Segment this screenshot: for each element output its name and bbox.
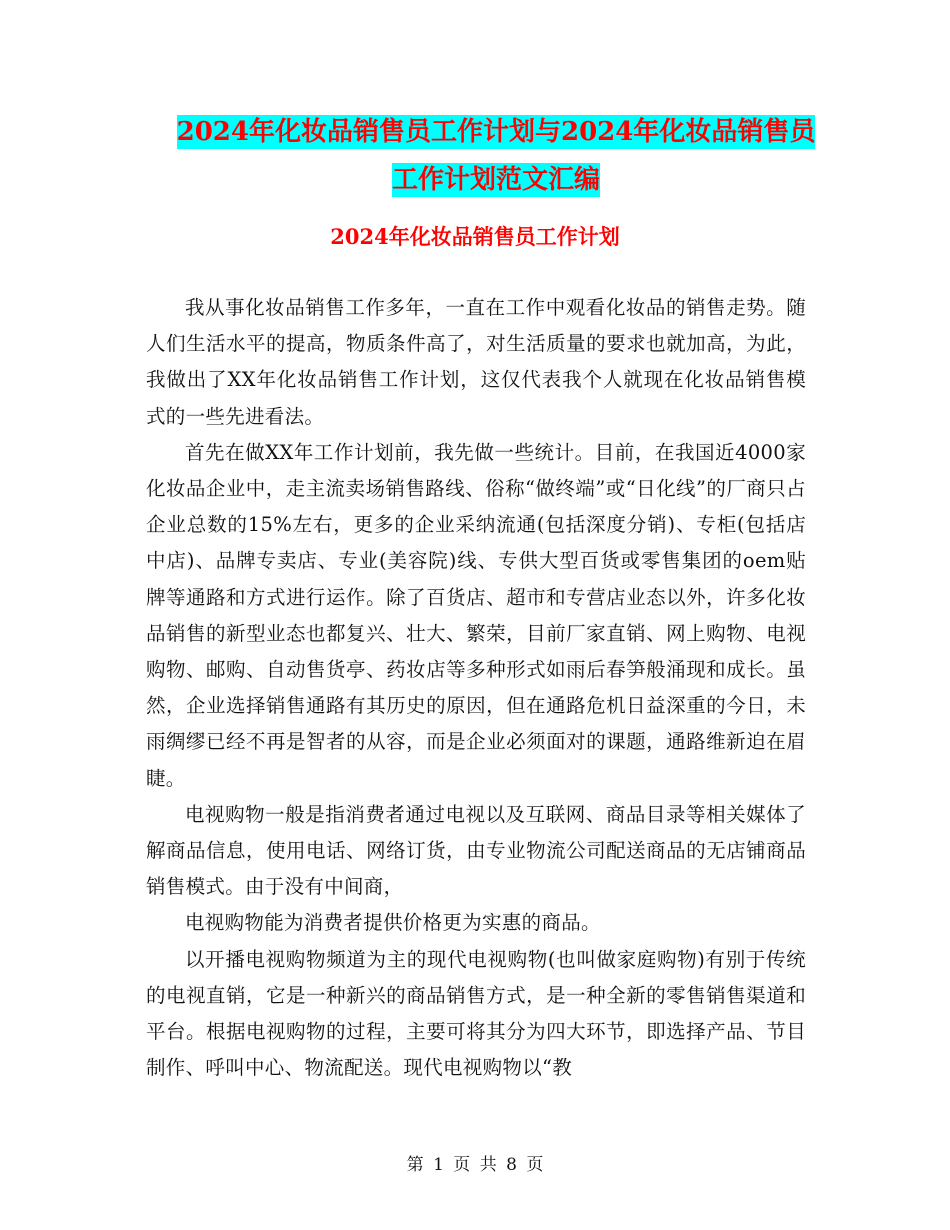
section-title: 2024年化妆品销售员工作计划 xyxy=(330,224,620,249)
paragraph-1: 我从事化妆品销售工作多年，一直在工作中观看化妆品的销售走势。随人们生活水平的提高，物质条件高了，对生活质量的要求也就加高，为此，我做出了XX年化妆品销售工作计划，这仅代表我个人就现在化妆品销售模式的一些先进看法。 xyxy=(146,296,806,428)
paragraph-3: 电视购物一般是指消费者通过电视以及互联网、商品目录等相关媒体了解商品信息，使用电话、网络订货，由专业物流公司配送商品的无店铺商品销售模式。由于没有中间商， xyxy=(146,802,806,899)
paragraph-2: 首先在做XX年工作计划前，我先做一些统计。目前，在我国近4000家化妆品企业中，走主流卖场销售路线、俗称“做终端”或“日化线”的厂商只占企业总数的15%左右，更多的企业采纳流通(包括深度分销)、专柜(包括店中店)、品牌专卖店、专业(美容院)线、专供大型百货或零售集团的oem贴牌等通路和方式进行运作。除了百货店、超市和专营店业态以外，许多化妆品销售的新型业态也都复兴、壮大、繁荣，目前厂家直销、网上购物、电视购物、邮购、自动售货亭、药妆店等多种形式如雨后春笋般涌现和成长。虽然，企业选择销售通路有其历史的原因，但在通路危机日益深重的今日，未雨绸缪已经不再是智者的从容，而是企业必须面对的课题，通路维新迫在眉睫。 xyxy=(146,440,806,790)
paragraph-5: 以开播电视购物频道为主的现代电视购物(也叫做家庭购物)有别于传统的电视直销，它是一种新兴的商品销售方式，是一种全新的零售销售渠道和平台。根据电视购物的过程，主要可将其分为四大环节，即选择产品、节目制作、呼叫中心、物流配送。现代电视购物以“教 xyxy=(146,947,806,1080)
document-title-line-2: 工作计划范文汇编 xyxy=(391,165,600,195)
document-body xyxy=(146,290,806,1086)
page-footer: 第 1 页 共 8 页 xyxy=(406,1155,544,1175)
document-title-line-1: 2024年化妆品销售员工作计划与2024年化妆品销售员 xyxy=(176,117,816,147)
paragraph-4: 电视购物能为消费者提供价格更为实惠的商品。 xyxy=(185,911,601,935)
document-title xyxy=(140,108,852,204)
